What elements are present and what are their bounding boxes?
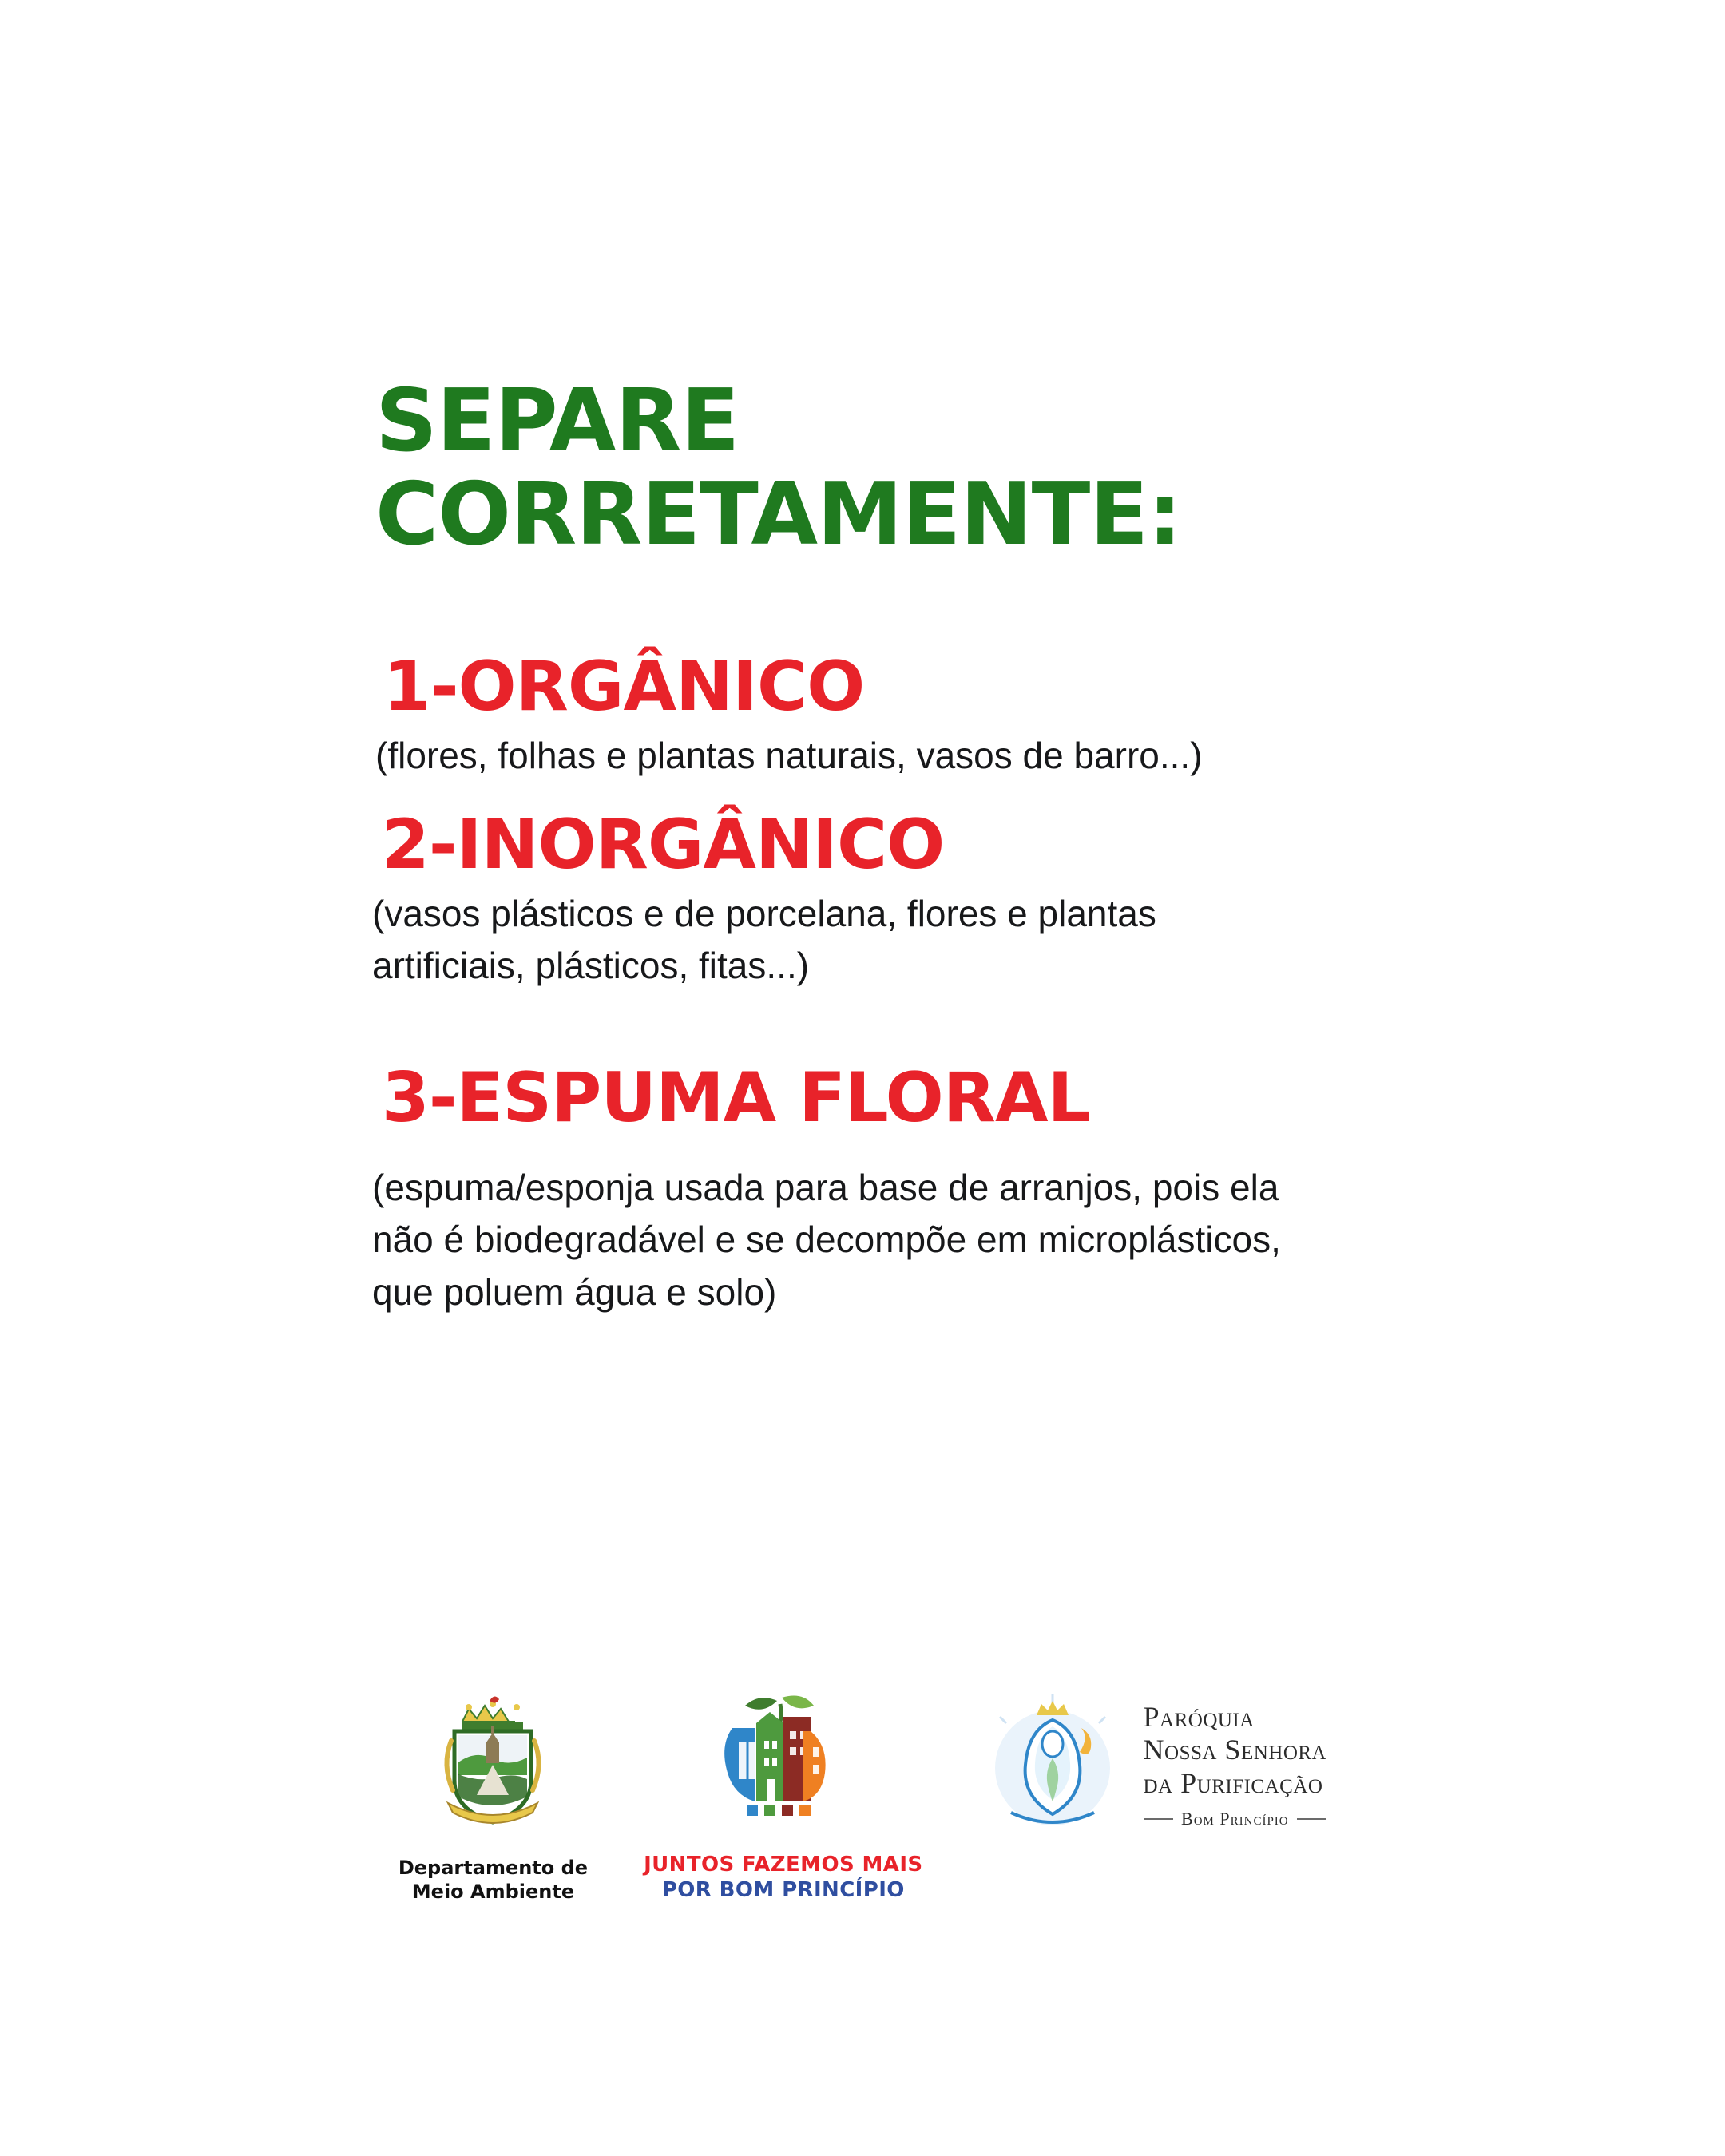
city-apple-icon — [688, 1685, 879, 1845]
logo-departamento-meio-ambiente — [399, 1685, 588, 1904]
poster-content — [367, 371, 1326, 1326]
logo-juntos-fazemos-mais — [644, 1685, 922, 1903]
crest-caption-line-1: Departamento de — [398, 1857, 589, 1879]
category-description-organic: (flores, folhas e plantas naturais, vasos de barro...) — [375, 734, 1203, 776]
headline-spacer — [367, 561, 1326, 649]
campaign-caption — [644, 1853, 922, 1903]
campaign-caption-line-1: JUNTOS FAZEMOS MAIS — [644, 1853, 923, 1877]
rule-right — [1297, 1818, 1327, 1820]
parish-city-rule — [1144, 1809, 1327, 1829]
parish-wordmark — [1144, 1701, 1327, 1829]
waste-category-floral-foam — [367, 1060, 1326, 1318]
parish-line-2: Nossa Senhora — [1143, 1734, 1327, 1766]
category-description-floral-foam: (espuma/esponja usada para base de arranjos, pois ela não é biodegradável e se decompõe em microplásticos, que poluem água e solo) — [372, 1166, 1281, 1313]
page-title — [375, 371, 1326, 565]
parish-city: Bom Princípio — [1181, 1808, 1289, 1829]
headline-line-2: CORRETAMENTE: — [375, 464, 1182, 565]
virgin-mary-icon — [979, 1685, 1131, 1845]
parish-line-3: da Purificação — [1143, 1767, 1323, 1800]
rule-left — [1144, 1818, 1174, 1820]
footer-logos — [0, 1685, 1725, 1904]
waste-category-organic — [367, 649, 1326, 782]
headline-line-1: SEPARE — [375, 371, 740, 471]
coat-of-arms-icon — [413, 1685, 573, 1845]
category-description-inorganic: (vasos plásticos e de porcelana, flores e plantas artificiais, plásticos, fitas...) — [372, 892, 1156, 987]
category-title-inorganic: 2-INORGÂNICO — [382, 805, 945, 886]
campaign-caption-line-2: POR BOM PRINCÍPIO — [661, 1877, 905, 1902]
category-title-organic: 1-ORGÂNICO — [383, 647, 865, 727]
crest-caption — [399, 1856, 588, 1904]
waste-category-inorganic — [367, 807, 1326, 992]
parish-lockup — [979, 1685, 1327, 1845]
crest-caption-line-2: Meio Ambiente — [411, 1881, 575, 1903]
logo-paroquia — [979, 1685, 1327, 1845]
category-title-floral-foam: 3-ESPUMA FLORAL — [382, 1058, 1091, 1139]
gap-2 — [367, 1000, 1326, 1022]
parish-line-1: Paróquia — [1143, 1700, 1255, 1733]
